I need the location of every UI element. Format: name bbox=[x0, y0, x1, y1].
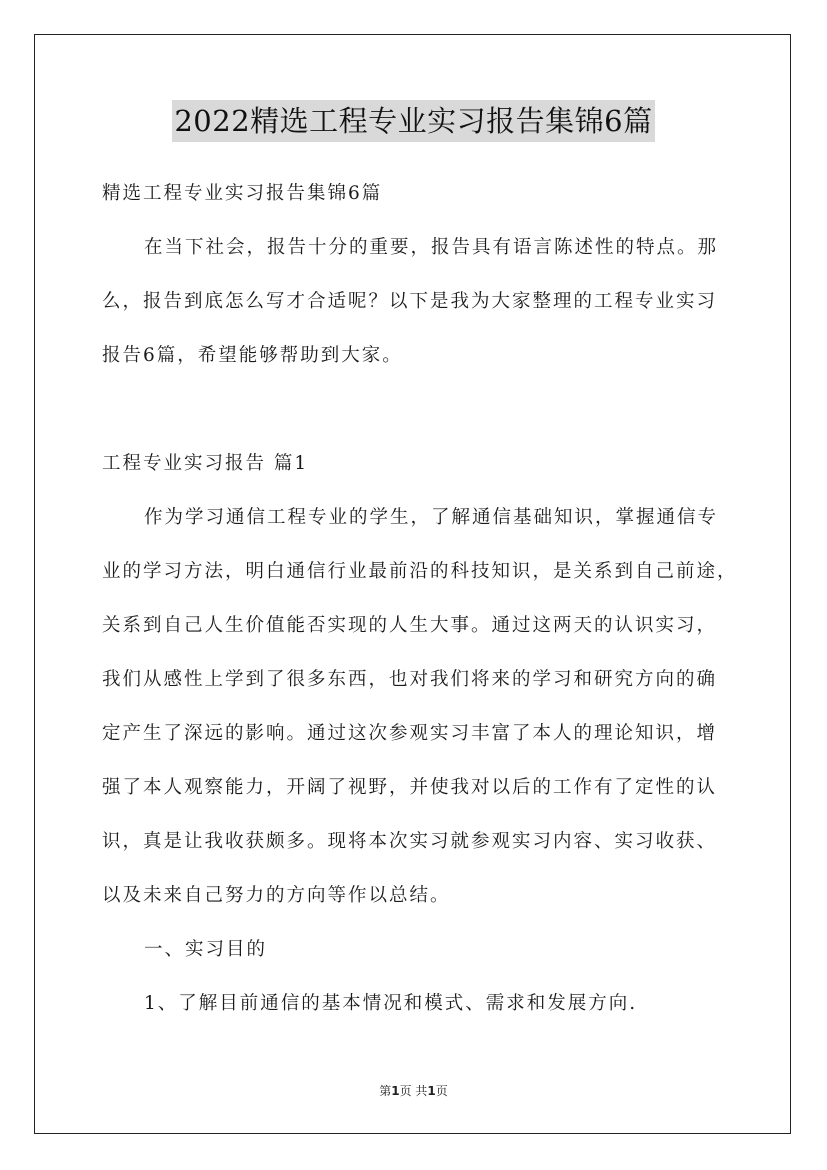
document-title: 2022精选工程专业实习报告集锦6篇 bbox=[172, 100, 654, 142]
intro-line-3: 报告6篇，希望能够帮助到大家。 bbox=[102, 345, 403, 366]
footer-page-total: 1 bbox=[427, 1084, 436, 1098]
title-container bbox=[0, 100, 827, 142]
footer-mid: 页 共 bbox=[399, 1084, 428, 1098]
body-line-1: 作为学习通信工程专业的学生，了解通信基础知识，掌握通信专 bbox=[144, 507, 719, 528]
body-line-6: 强了本人观察能力，开阔了视野，并使我对以后的工作有了定性的认 bbox=[102, 777, 718, 798]
footer-suffix: 页 bbox=[435, 1084, 448, 1098]
intro-line-1: 在当下社会，报告十分的重要，报告具有语言陈述性的特点。那 bbox=[144, 237, 719, 258]
subheading-purpose: 一、实习目的 bbox=[144, 939, 268, 960]
footer-page-number: 1 bbox=[391, 1084, 400, 1098]
body-line-4: 我们从感性上学到了很多东西，也对我们将来的学习和研究方向的确 bbox=[102, 669, 718, 690]
section-heading: 工程专业实习报告 篇1 bbox=[102, 453, 309, 474]
document-subtitle: 精选工程专业实习报告集锦6篇 bbox=[102, 183, 383, 204]
page-footer bbox=[0, 1082, 827, 1100]
body-line-2: 业的学习方法，明白通信行业最前沿的科技知识，是关系到自己前途， bbox=[102, 561, 738, 582]
intro-line-2: 么，报告到底怎么写才合适呢？以下是我为大家整理的工程专业实习 bbox=[102, 291, 718, 312]
footer-prefix: 第 bbox=[379, 1084, 392, 1098]
body-line-3: 关系到自己人生价值能否实现的人生大事。通过这两天的认识实习， bbox=[102, 615, 718, 636]
body-line-5: 定产生了深远的影响。通过这次参观实习丰富了本人的理论知识，增 bbox=[102, 723, 718, 744]
list-item-1: 1、了解目前通信的基本情况和模式、需求和发展方向. bbox=[144, 993, 638, 1014]
body-line-8: 以及未来自己努力的方向等作以总结。 bbox=[102, 885, 451, 906]
body-line-7: 识，真是让我收获颇多。现将本次实习就参观实习内容、实习收获、 bbox=[102, 831, 718, 852]
